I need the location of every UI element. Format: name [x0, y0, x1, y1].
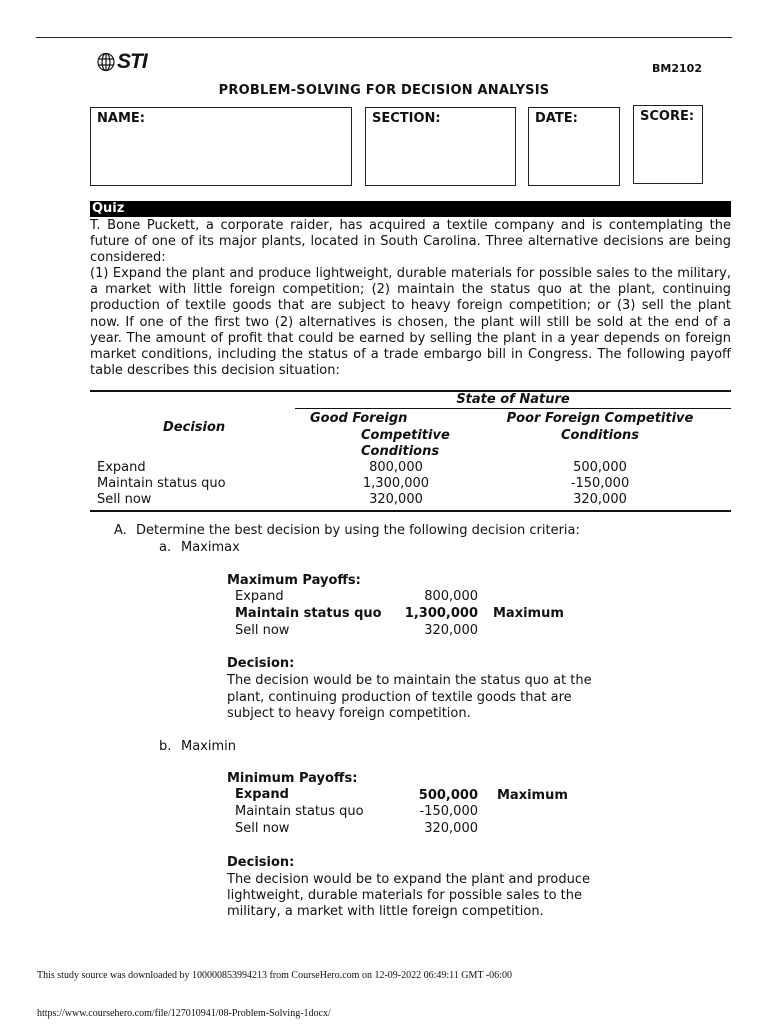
table-row-good: 800,000 [369, 460, 423, 475]
name-field-label: NAME: [97, 111, 145, 126]
table-row-poor: -150,000 [570, 476, 630, 491]
table-row-decision: Expand [97, 460, 146, 475]
maximin-row-name: Expand [235, 787, 289, 802]
page-title: PROBLEM-SOLVING FOR DECISION ANALYSIS [218, 83, 550, 98]
table-row-decision: Sell now [97, 492, 152, 507]
maximin-decision-heading: Decision: [227, 855, 295, 870]
source-url-link[interactable]: https://www.coursehero.com/file/127010941/08-Problem-Solving-1docx/ [37, 1008, 331, 1019]
maximax-name: Maximax [181, 540, 240, 555]
maximin-decision-line: lightweight, durable materials for possible sales to the [227, 888, 583, 903]
table-bottom-rule [90, 510, 731, 512]
good-foreign-header-line1: Good Foreign [310, 411, 408, 426]
maximax-row-name: Maintain status quo [235, 606, 382, 621]
maximax-maximum-note: Maximum [493, 606, 564, 621]
maximax-row-value: 800,000 [424, 589, 478, 604]
state-header-rule [295, 408, 731, 409]
quiz-intro: T. Bone Puckett, a corporate raider, has acquired a textile company and is contemplating the future of one of its major plants, located in South Carolina. Three alternative decisions are being considered: [90, 218, 731, 266]
name-field-box[interactable] [90, 107, 352, 186]
maximin-decision-line: The decision would be to expand the plant and produce [227, 872, 590, 887]
maximax-row-name: Sell now [235, 623, 290, 638]
maximin-row-value: -150,000 [419, 804, 478, 819]
maximin-name: Maximin [181, 739, 237, 754]
poor-foreign-header-line2: Conditions [560, 428, 640, 443]
quiz-label: Quiz [92, 201, 125, 216]
maximax-decision-heading: Decision: [227, 656, 295, 671]
quiz-banner [90, 201, 731, 217]
maximin-maximum-note: Maximum [497, 788, 568, 803]
section-field-box[interactable] [365, 107, 516, 186]
document-code: BM2102 [652, 62, 702, 75]
header-rule [36, 37, 732, 38]
quiz-options: (1) Expand the plant and produce lightweight, durable materials for possible sales to the military, a market with little foreign competition; (2) maintain the status quo at the plant, continuing production of textile goods that are subject to heavy foreign competition; or (3) sell the plant now. If one of the first two (2) alternatives is chosen, the plant will still be sold at the end of a year. The amount of profit that could be earned by selling the plant in a year depends on foreign market conditions, including the status of a trade embargo bill in Congress. The following payoff table describes this decision situation: [90, 266, 731, 379]
maximax-decision-line: The decision would be to maintain the status quo at the [227, 673, 592, 688]
score-field-label: SCORE: [640, 109, 695, 124]
sti-logo [97, 50, 147, 74]
maximax-row-name: Expand [235, 589, 284, 604]
section-a-label: A. [114, 523, 127, 538]
maximin-decision-line: military, a market with little foreign competition. [227, 904, 544, 919]
maximax-payoffs-heading: Maximum Payoffs: [227, 573, 361, 588]
download-source-note: This study source was downloaded by 100000853994213 from CourseHero.com on 12-09-2022 06:49:11 GMT -06:00 [37, 970, 512, 981]
date-field-label: DATE: [535, 111, 578, 126]
score-field-box[interactable] [633, 105, 703, 184]
maximin-label: b. [159, 739, 172, 754]
maximax-decision-line: subject to heavy foreign competition. [227, 706, 471, 721]
maximin-payoffs-heading: Minimum Payoffs: [227, 771, 358, 786]
good-foreign-header-line2: Competitive [361, 428, 450, 443]
maximin-row-value: 500,000 [418, 788, 478, 803]
maximax-row-value: 1,300,000 [404, 606, 478, 621]
decision-column-header: Decision [163, 420, 226, 435]
state-of-nature-header: State of Nature [456, 392, 570, 407]
table-row-good: 320,000 [369, 492, 423, 507]
table-row-poor: 320,000 [573, 492, 627, 507]
table-row-poor: 500,000 [573, 460, 627, 475]
good-foreign-header-line3: Conditions [361, 444, 440, 459]
date-field-box[interactable] [528, 107, 620, 186]
poor-foreign-header-line1: Poor Foreign Competitive [506, 411, 694, 426]
section-a-text: Determine the best decision by using the following decision criteria: [136, 523, 580, 538]
maximax-row-value: 320,000 [424, 623, 478, 638]
table-row-good: 1,300,000 [362, 476, 430, 491]
maximin-row-name: Sell now [235, 821, 290, 836]
maximax-label: a. [159, 540, 172, 555]
table-row-decision: Maintain status quo [97, 476, 226, 491]
maximin-row-value: 320,000 [424, 821, 478, 836]
maximax-decision-line: plant, continuing production of textile goods that are [227, 690, 572, 705]
logo-text: STI [117, 50, 147, 73]
section-field-label: SECTION: [372, 111, 441, 126]
globe-icon [97, 52, 115, 72]
maximin-row-name: Maintain status quo [235, 804, 364, 819]
